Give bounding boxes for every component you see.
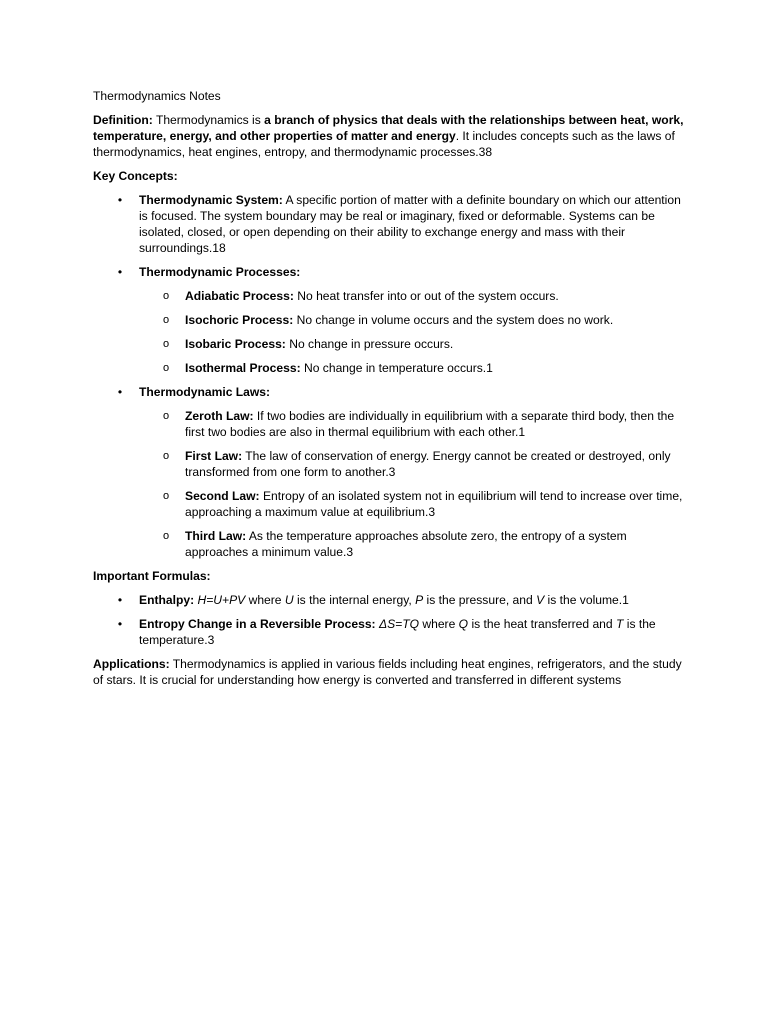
process-text: No change in pressure occurs. <box>285 337 454 351</box>
list-item <box>139 288 688 304</box>
list-item <box>139 448 688 480</box>
process-label: Isochoric Process: <box>185 313 294 327</box>
process-label: Adiabatic Process: <box>185 289 294 303</box>
bullet-icon: • <box>117 265 123 279</box>
law-label: Third Law: <box>185 529 247 543</box>
circle-bullet-icon: o <box>162 410 170 422</box>
law-label: Second Law: <box>185 489 260 503</box>
enthalpy-label: Enthalpy: <box>139 593 195 607</box>
system-text: A specific portion of matter with a definite boundary on which our attention is focused. The system boundary may be real or imaginary, fixed or deformable. Systems can be isolated, closed, or open depending on their ability to exchange energy and mass with their surroundings.18 <box>139 193 681 255</box>
enthalpy-formula: H=U+PV <box>197 593 246 607</box>
list-item-entropy <box>93 616 688 648</box>
definition-bold: a branch of physics that deals with the relationships between heat, work, temperature, energy, and other properties of matter and energy <box>93 113 684 143</box>
process-text: No change in temperature occurs.1 <box>300 361 493 375</box>
definition-label: Definition: <box>93 113 153 127</box>
bullet-icon: • <box>117 193 123 207</box>
bullet-icon: • <box>117 617 123 631</box>
definition-paragraph <box>93 112 688 160</box>
formula-text: is the temperature.3 <box>139 617 656 647</box>
formula-variable: P <box>415 593 424 607</box>
list-item <box>139 488 688 520</box>
laws-label: Thermodynamic Laws: <box>139 385 271 399</box>
process-text: No heat transfer into or out of the system occurs. <box>293 289 559 303</box>
bullet-icon: • <box>117 385 123 399</box>
law-label: First Law: <box>185 449 243 463</box>
applications-paragraph <box>93 656 688 688</box>
formula-text: is the internal energy, <box>293 593 416 607</box>
formulas-heading-text: Important Formulas: <box>93 569 211 583</box>
circle-bullet-icon: o <box>162 530 170 542</box>
process-text: No change in volume occurs and the system does no work. <box>293 313 614 327</box>
list-item-laws <box>93 384 688 560</box>
entropy-formula: ΔS=TQ <box>378 617 419 631</box>
circle-bullet-icon: o <box>162 338 170 350</box>
law-label: Zeroth Law: <box>185 409 254 423</box>
formula-variable: U <box>284 593 294 607</box>
formula-variable: V <box>536 593 545 607</box>
entropy-label: Entropy Change in a Reversible Process: <box>139 617 376 631</box>
processes-list <box>139 288 688 376</box>
formulas-list <box>93 592 688 648</box>
list-item <box>139 360 688 376</box>
list-item <box>139 336 688 352</box>
formula-variable: Q <box>458 617 469 631</box>
process-label: Isobaric Process: <box>185 337 286 351</box>
list-item-system <box>93 192 688 256</box>
formula-text: where <box>419 617 459 631</box>
process-label: Isothermal Process: <box>185 361 301 375</box>
formula-text: is the heat transferred and <box>468 617 616 631</box>
circle-bullet-icon: o <box>162 314 170 326</box>
applications-label: Applications: <box>93 657 170 671</box>
laws-list <box>139 408 688 560</box>
list-item-enthalpy <box>93 592 688 608</box>
formula-text: is the volume.1 <box>544 593 629 607</box>
law-text: Entropy of an isolated system not in equilibrium will tend to increase over time, approaching a maximum value at equilibrium.3 <box>185 489 683 519</box>
key-concepts-list <box>93 192 688 560</box>
definition-pre: Thermodynamics is <box>152 113 265 127</box>
key-concepts-heading <box>93 168 688 184</box>
key-concepts-heading-text: Key Concepts: <box>93 169 178 183</box>
definition-post: . It includes concepts such as the laws of thermodynamics, heat engines, entropy, and thermodynamic processes.38 <box>93 129 675 159</box>
circle-bullet-icon: o <box>162 490 170 502</box>
circle-bullet-icon: o <box>162 362 170 374</box>
formula-text: is the pressure, and <box>423 593 537 607</box>
title-text: Thermodynamics Notes <box>93 89 221 103</box>
formula-text: where <box>245 593 285 607</box>
circle-bullet-icon: o <box>162 450 170 462</box>
circle-bullet-icon: o <box>162 290 170 302</box>
formula-variable: T <box>616 617 624 631</box>
formulas-heading <box>93 568 688 584</box>
list-item <box>139 528 688 560</box>
law-text: If two bodies are individually in equilibrium with a separate third body, then the first two bodies are also in thermal equilibrium with each other.1 <box>185 409 675 439</box>
law-text: The law of conservation of energy. Energy cannot be created or destroyed, only transformed from one form to another.3 <box>185 449 671 479</box>
system-label: Thermodynamic System: <box>139 193 283 207</box>
processes-label: Thermodynamic Processes: <box>139 265 301 279</box>
applications-text: Thermodynamics is applied in various fields including heat engines, refrigerators, and the study of stars. It is crucial for understanding how energy is converted and transferred in different systems <box>93 657 682 687</box>
document-title <box>93 88 688 104</box>
list-item <box>139 408 688 440</box>
list-item <box>139 312 688 328</box>
list-item-processes <box>93 264 688 376</box>
bullet-icon: • <box>117 593 123 607</box>
law-text: As the temperature approaches absolute zero, the entropy of a system approaches a minimum value.3 <box>185 529 627 559</box>
